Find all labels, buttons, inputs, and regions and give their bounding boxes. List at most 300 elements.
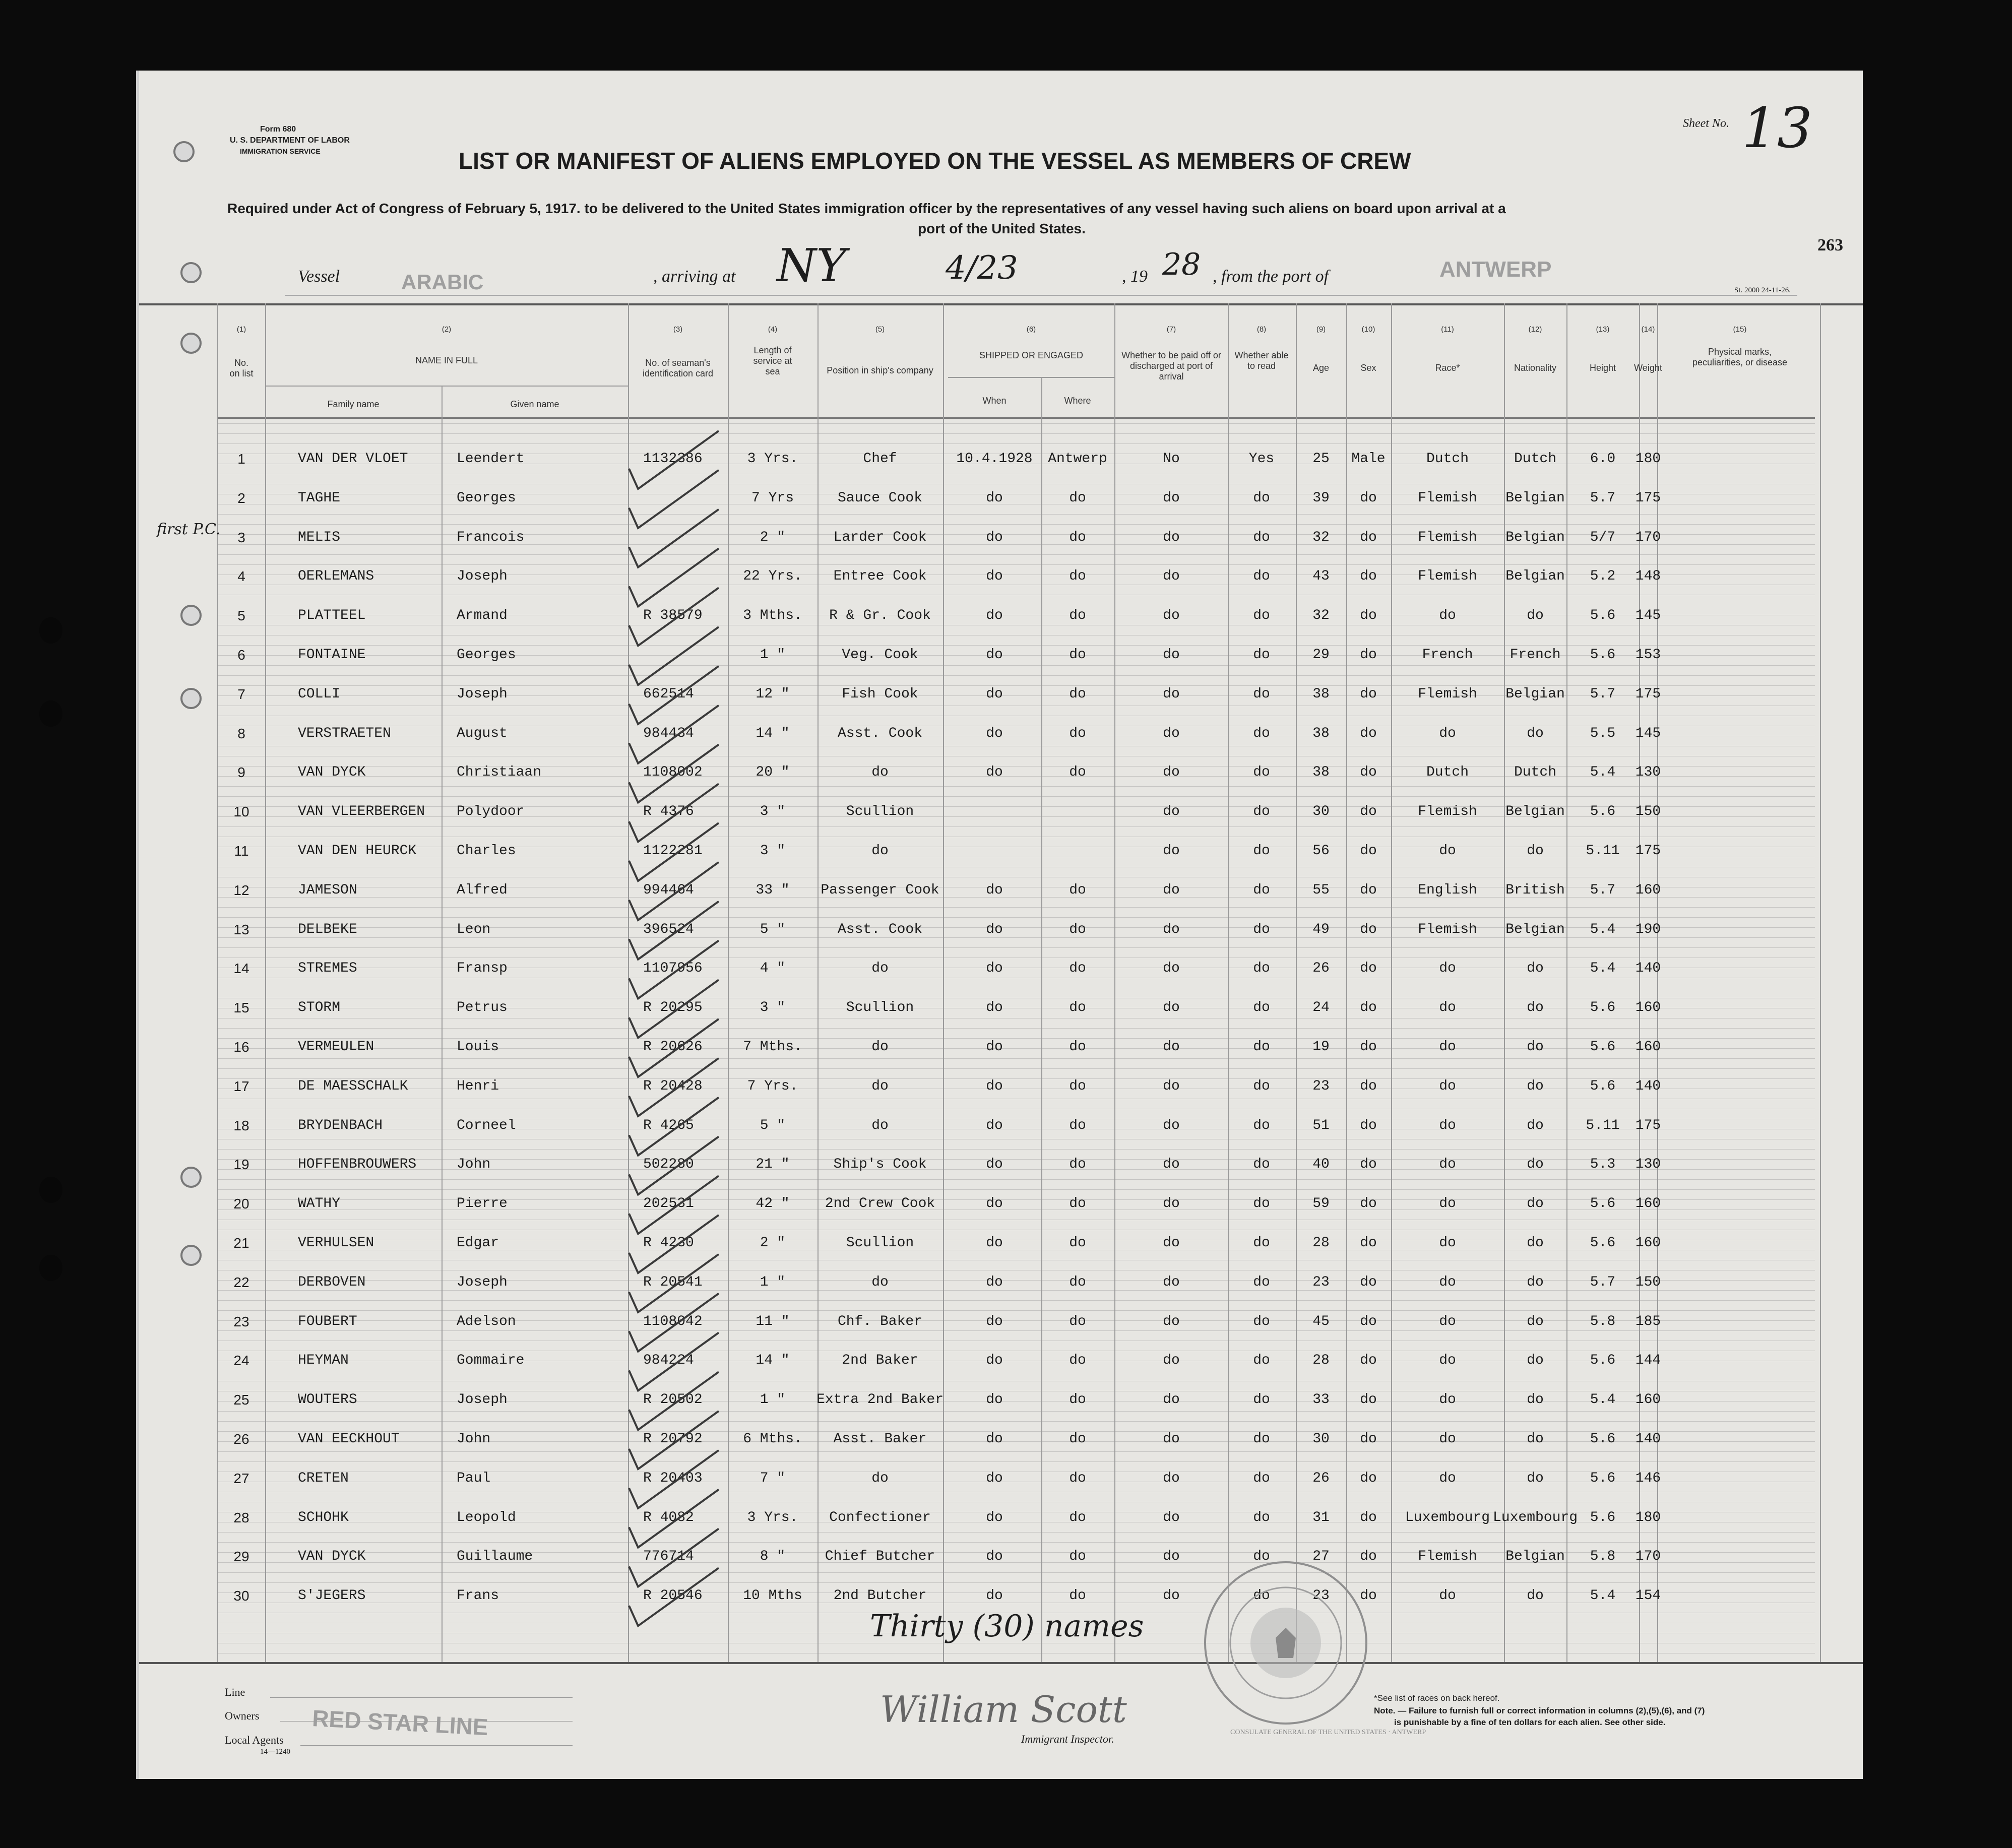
cell-nationality: do bbox=[1527, 1078, 1544, 1094]
cell-height: 5.6 bbox=[1590, 1235, 1616, 1251]
col-num: (10) bbox=[1361, 325, 1375, 334]
cell-when: do bbox=[986, 1078, 1003, 1094]
ruled-line bbox=[217, 443, 1815, 444]
cell-service: 2 " bbox=[760, 1235, 786, 1251]
cell-race: do bbox=[1439, 1235, 1456, 1251]
cell-read: do bbox=[1253, 1078, 1270, 1094]
ruled-line bbox=[217, 1068, 1815, 1069]
cell-no: 17 bbox=[233, 1078, 249, 1094]
cell-family: HOFFENBROUWERS bbox=[298, 1157, 417, 1173]
cell-weight: 148 bbox=[1635, 568, 1661, 585]
cell-race: do bbox=[1439, 1117, 1456, 1133]
cell-age: 38 bbox=[1312, 725, 1330, 741]
cell-family: OERLEMANS bbox=[298, 568, 374, 585]
cell-no: 23 bbox=[233, 1313, 249, 1329]
cell-sex: do bbox=[1360, 1157, 1377, 1173]
cell-sex: do bbox=[1360, 686, 1377, 702]
cell-sex: do bbox=[1360, 804, 1377, 820]
cell-card: R 20502 bbox=[643, 1392, 703, 1408]
cell-age: 26 bbox=[1312, 1470, 1330, 1486]
cell-where: do bbox=[1069, 1039, 1086, 1055]
from-port: ANTWERP bbox=[1439, 257, 1552, 282]
cell-given: Gommaire bbox=[457, 1353, 525, 1369]
cell-race: Flemish bbox=[1418, 921, 1477, 937]
margin-note: first P.C. bbox=[157, 521, 221, 538]
cell-paid: do bbox=[1163, 529, 1180, 545]
cell-given: Georges bbox=[457, 647, 516, 663]
cell-where: do bbox=[1069, 1431, 1086, 1447]
ruled-line bbox=[217, 1461, 1815, 1462]
cell-sex: do bbox=[1360, 1549, 1377, 1565]
cell-read: do bbox=[1253, 490, 1270, 506]
cell-where: do bbox=[1069, 608, 1086, 624]
ruled-line bbox=[217, 786, 1815, 787]
cell-sex: do bbox=[1360, 1588, 1377, 1604]
cell-nationality: do bbox=[1527, 1000, 1544, 1016]
ruled-line bbox=[217, 937, 1815, 938]
cell-age: 49 bbox=[1312, 921, 1330, 937]
col-num: (8) bbox=[1256, 325, 1267, 334]
cell-given: Frans bbox=[457, 1588, 499, 1604]
col-header-paid-off: Whether to be paid off or discharged at port of arrival bbox=[1121, 350, 1221, 381]
cell-given: Henri bbox=[457, 1078, 499, 1094]
cell-race: do bbox=[1439, 1196, 1456, 1212]
cell-card: R 38579 bbox=[643, 608, 703, 624]
cell-weight: 130 bbox=[1635, 1157, 1661, 1173]
cell-where: do bbox=[1069, 1196, 1086, 1212]
cell-service: 8 " bbox=[760, 1549, 786, 1565]
given-name-divider bbox=[442, 386, 443, 1662]
cell-paid: do bbox=[1163, 1078, 1180, 1094]
cell-where: do bbox=[1069, 1313, 1086, 1329]
cell-where: Antwerp bbox=[1048, 451, 1107, 467]
cell-family: DERBOVEN bbox=[298, 1274, 366, 1290]
cell-no: 26 bbox=[233, 1431, 249, 1447]
cell-sex: do bbox=[1360, 1353, 1377, 1369]
ruled-line bbox=[217, 1300, 1815, 1301]
cell-family: VERMEULEN bbox=[298, 1039, 374, 1055]
cell-given: August bbox=[457, 725, 508, 741]
cell-service: 4 " bbox=[760, 961, 786, 977]
cell-card: 1132386 bbox=[643, 451, 703, 467]
cell-sex: do bbox=[1360, 1196, 1377, 1212]
cell-no: 2 bbox=[237, 490, 245, 506]
cell-family: FOUBERT bbox=[298, 1313, 357, 1329]
cell-when: do bbox=[986, 764, 1003, 781]
cell-age: 23 bbox=[1312, 1274, 1330, 1290]
cell-position: Scullion bbox=[846, 1000, 914, 1016]
cell-when: do bbox=[986, 1431, 1003, 1447]
ruled-line bbox=[217, 1058, 1815, 1059]
cell-service: 3 Mths. bbox=[743, 608, 802, 624]
cell-weight: 160 bbox=[1635, 1196, 1661, 1212]
owners-stamp: RED STAR LINE bbox=[311, 1704, 489, 1741]
cell-no: 27 bbox=[233, 1470, 249, 1486]
col-num: (9) bbox=[1316, 325, 1326, 334]
cell-nationality: British bbox=[1505, 882, 1565, 898]
cell-when: 10.4.1928 bbox=[956, 451, 1033, 467]
page-hole bbox=[180, 1245, 202, 1266]
cell-family: JAMESON bbox=[298, 882, 357, 898]
cell-nationality: Belgian bbox=[1505, 490, 1565, 506]
cell-card: 502280 bbox=[643, 1157, 694, 1173]
cell-nationality: Belgian bbox=[1505, 921, 1565, 937]
cell-where: do bbox=[1069, 1470, 1086, 1486]
cell-height: 5.4 bbox=[1590, 961, 1616, 977]
cell-where: do bbox=[1069, 1588, 1086, 1604]
cell-read: do bbox=[1253, 1157, 1270, 1173]
cell-paid: do bbox=[1163, 1000, 1180, 1016]
from-label: , from the port of bbox=[1213, 267, 1329, 286]
cell-service: 3 Yrs. bbox=[747, 451, 798, 467]
cell-where: do bbox=[1069, 568, 1086, 585]
cell-position: Asst. Cook bbox=[837, 725, 923, 741]
cell-read: do bbox=[1253, 647, 1270, 663]
cell-given: Leopold bbox=[457, 1509, 516, 1525]
cell-read: do bbox=[1253, 1274, 1270, 1290]
page-title: LIST OR MANIFEST OF ALIENS EMPLOYED ON THE VESSEL AS MEMBERS OF CREW bbox=[459, 148, 1411, 174]
cell-paid: do bbox=[1163, 1588, 1180, 1604]
cell-race: do bbox=[1439, 1000, 1456, 1016]
cell-position: Asst. Cook bbox=[837, 921, 923, 937]
cell-when: do bbox=[986, 686, 1003, 702]
sheet-number: 13 bbox=[1742, 96, 1812, 160]
cell-height: 5.6 bbox=[1590, 1509, 1616, 1525]
cell-race: do bbox=[1439, 843, 1456, 859]
cell-card: R 20626 bbox=[643, 1039, 703, 1055]
cell-no: 18 bbox=[233, 1117, 249, 1133]
cell-family: VAN EECKHOUT bbox=[298, 1431, 400, 1447]
year: 28 bbox=[1162, 247, 1201, 282]
cell-card: 1108002 bbox=[643, 764, 703, 781]
cell-race: do bbox=[1439, 1470, 1456, 1486]
cell-race: Dutch bbox=[1426, 451, 1469, 467]
cell-card: 202531 bbox=[643, 1196, 694, 1212]
cell-weight: 154 bbox=[1635, 1588, 1661, 1604]
cell-where: do bbox=[1069, 529, 1086, 545]
cell-weight: 175 bbox=[1635, 686, 1661, 702]
cell-height: 5.11 bbox=[1586, 843, 1620, 859]
cell-read: do bbox=[1253, 1549, 1270, 1565]
ruled-line bbox=[217, 1572, 1815, 1573]
ruled-line bbox=[217, 826, 1815, 827]
col-header-service: Length of service at sea bbox=[753, 345, 792, 376]
cell-when: do bbox=[986, 1157, 1003, 1173]
cell-sex: do bbox=[1360, 647, 1377, 663]
ruled-line bbox=[217, 514, 1815, 515]
col-num: (1) bbox=[236, 325, 246, 334]
cell-nationality: Belgian bbox=[1505, 686, 1565, 702]
ruled-line bbox=[217, 1149, 1815, 1150]
col-num: (14) bbox=[1641, 325, 1655, 334]
cell-read: do bbox=[1253, 961, 1270, 977]
cell-paid: do bbox=[1163, 921, 1180, 937]
cell-race: do bbox=[1439, 1588, 1456, 1604]
cell-where: do bbox=[1069, 961, 1086, 977]
cell-race: do bbox=[1439, 1157, 1456, 1173]
cell-family: TAGHE bbox=[298, 490, 341, 506]
cell-service: 14 " bbox=[756, 725, 790, 741]
cell-height: 5.8 bbox=[1590, 1313, 1616, 1329]
cell-when: do bbox=[986, 529, 1003, 545]
column-divider bbox=[217, 303, 218, 1662]
cell-paid: do bbox=[1163, 1549, 1180, 1565]
cell-where: do bbox=[1069, 490, 1086, 506]
cell-race: English bbox=[1418, 882, 1477, 898]
cell-age: 38 bbox=[1312, 764, 1330, 781]
cell-when: do bbox=[986, 1353, 1003, 1369]
cell-no: 20 bbox=[233, 1196, 249, 1212]
cell-sex: do bbox=[1360, 608, 1377, 624]
cell-given: Leon bbox=[457, 921, 491, 937]
cell-service: 7 Yrs. bbox=[747, 1078, 798, 1094]
col-num: (3) bbox=[673, 325, 683, 334]
cell-paid: do bbox=[1163, 1039, 1180, 1055]
cell-service: 33 " bbox=[756, 882, 790, 898]
cell-where: do bbox=[1069, 1000, 1086, 1016]
cell-nationality: Belgian bbox=[1505, 568, 1565, 585]
cell-sex: do bbox=[1360, 1392, 1377, 1408]
check-marks bbox=[623, 403, 739, 1693]
cell-nationality: do bbox=[1527, 1313, 1544, 1329]
cell-paid: do bbox=[1163, 961, 1180, 977]
cell-height: 5.7 bbox=[1590, 882, 1616, 898]
cell-age: 33 bbox=[1312, 1392, 1330, 1408]
cell-where: do bbox=[1069, 1353, 1086, 1369]
cell-card: R 4082 bbox=[643, 1509, 694, 1525]
cell-weight: 140 bbox=[1635, 1078, 1661, 1094]
cell-given: Joseph bbox=[457, 1274, 508, 1290]
cell-paid: do bbox=[1163, 1353, 1180, 1369]
cell-no: 25 bbox=[233, 1392, 249, 1408]
cell-position: do bbox=[871, 1117, 889, 1133]
cell-given: John bbox=[457, 1431, 491, 1447]
cell-nationality: do bbox=[1527, 1470, 1544, 1486]
cell-family: VAN DER VLOET bbox=[298, 451, 408, 467]
cell-given: Charles bbox=[457, 843, 516, 859]
cell-no: 3 bbox=[237, 529, 245, 545]
cell-position: 2nd Crew Cook bbox=[825, 1196, 935, 1212]
ruled-line bbox=[217, 907, 1815, 908]
cell-nationality: do bbox=[1527, 1039, 1544, 1055]
cell-card: 396524 bbox=[643, 921, 694, 937]
cell-age: 55 bbox=[1312, 882, 1330, 898]
col-header-family: Family name bbox=[327, 399, 380, 409]
cell-read: do bbox=[1253, 529, 1270, 545]
ruled-line bbox=[217, 1582, 1815, 1583]
cell-nationality: do bbox=[1527, 1196, 1544, 1212]
cell-read: do bbox=[1253, 1039, 1270, 1055]
cell-when: do bbox=[986, 961, 1003, 977]
agents-label: Local Agents bbox=[225, 1734, 284, 1746]
cell-card: R 4376 bbox=[643, 804, 694, 820]
cell-read: do bbox=[1253, 1470, 1270, 1486]
column-divider bbox=[1346, 303, 1347, 1662]
cell-height: 5.6 bbox=[1590, 1000, 1616, 1016]
cell-no: 10 bbox=[233, 804, 249, 820]
page-reference: 263 bbox=[1817, 236, 1843, 254]
cell-read: do bbox=[1253, 686, 1270, 702]
check-mark bbox=[629, 1568, 719, 1626]
agents-field bbox=[300, 1745, 573, 1746]
cell-height: 5.3 bbox=[1590, 1157, 1616, 1173]
cell-position: Scullion bbox=[846, 804, 914, 820]
cell-sex: do bbox=[1360, 843, 1377, 859]
binder-hole bbox=[39, 1255, 62, 1281]
cell-race: Flemish bbox=[1418, 1549, 1477, 1565]
cell-position: Asst. Baker bbox=[833, 1431, 927, 1447]
cell-paid: do bbox=[1163, 804, 1180, 820]
cell-sex: do bbox=[1360, 1431, 1377, 1447]
cell-card: R 20403 bbox=[643, 1470, 703, 1486]
cell-race: do bbox=[1439, 1392, 1456, 1408]
cell-weight: 180 bbox=[1635, 451, 1661, 467]
cell-given: Corneel bbox=[457, 1117, 516, 1133]
cell-read: do bbox=[1253, 843, 1270, 859]
cell-card: 994464 bbox=[643, 882, 694, 898]
total-note: Thirty (30) names bbox=[870, 1609, 1144, 1644]
cell-paid: do bbox=[1163, 843, 1180, 859]
cell-position: do bbox=[871, 764, 889, 781]
col-num: (6) bbox=[1026, 325, 1036, 334]
line-field bbox=[270, 1697, 573, 1698]
page-hole bbox=[180, 262, 202, 283]
col-header-physical: Physical marks, peculiarities, or disease bbox=[1692, 347, 1788, 367]
cell-paid: do bbox=[1163, 1509, 1180, 1525]
race-note: *See list of races on back hereof. bbox=[1374, 1693, 1500, 1703]
cell-read: do bbox=[1253, 804, 1270, 820]
cell-given: Alfred bbox=[457, 882, 508, 898]
col-header-age: Age bbox=[1312, 363, 1330, 373]
cell-read: do bbox=[1253, 1235, 1270, 1251]
cell-service: 20 " bbox=[756, 764, 790, 781]
cell-no: 4 bbox=[237, 568, 245, 585]
cell-weight: 175 bbox=[1635, 490, 1661, 506]
page-hole bbox=[180, 1167, 202, 1188]
cell-paid: do bbox=[1163, 1392, 1180, 1408]
cell-service: 1 " bbox=[760, 647, 786, 663]
cell-weight: 144 bbox=[1635, 1353, 1661, 1369]
cell-where: do bbox=[1069, 1392, 1086, 1408]
cell-service: 5 " bbox=[760, 921, 786, 937]
shipped-subheader-line bbox=[948, 377, 1114, 378]
cell-sex: do bbox=[1360, 1078, 1377, 1094]
cell-no: 13 bbox=[233, 921, 249, 937]
cell-read: do bbox=[1253, 1353, 1270, 1369]
cell-height: 5.7 bbox=[1590, 1274, 1616, 1290]
cell-race: do bbox=[1439, 725, 1456, 741]
cell-where: do bbox=[1069, 725, 1086, 741]
cell-no: 21 bbox=[233, 1235, 249, 1251]
cell-service: 1 " bbox=[760, 1392, 786, 1408]
cell-read: do bbox=[1253, 882, 1270, 898]
cell-nationality: Dutch bbox=[1514, 451, 1557, 467]
cell-where: do bbox=[1069, 686, 1086, 702]
cell-nationality: do bbox=[1527, 608, 1544, 624]
cell-position: do bbox=[871, 1078, 889, 1094]
cell-read: do bbox=[1253, 1196, 1270, 1212]
cell-nationality: do bbox=[1527, 725, 1544, 741]
cell-read: do bbox=[1253, 1509, 1270, 1525]
cell-nationality: Belgian bbox=[1505, 529, 1565, 545]
cell-sex: do bbox=[1360, 725, 1377, 741]
col-header-weight: Weight bbox=[1634, 363, 1662, 373]
column-divider bbox=[1296, 303, 1297, 1662]
cell-race: do bbox=[1439, 1078, 1456, 1094]
cell-race: Flemish bbox=[1418, 529, 1477, 545]
cell-nationality: Dutch bbox=[1514, 764, 1557, 781]
cell-no: 1 bbox=[237, 451, 245, 467]
subtitle-line-1: Required under Act of Congress of February 5, 1917. to be delivered to the United States immigration officer by the representatives of any vessel having such aliens on board upon arrival at a bbox=[227, 201, 1506, 216]
cell-given: Joseph bbox=[457, 568, 508, 585]
cell-when: do bbox=[986, 725, 1003, 741]
cell-no: 6 bbox=[237, 647, 245, 663]
cell-given: Guillaume bbox=[457, 1549, 533, 1565]
binder-hole bbox=[39, 1177, 62, 1203]
cell-when: do bbox=[986, 921, 1003, 937]
cell-weight: 160 bbox=[1635, 882, 1661, 898]
cell-position: Chf. Baker bbox=[837, 1313, 923, 1329]
cell-read: Yes bbox=[1248, 451, 1275, 467]
cell-position: Passenger Cook bbox=[821, 882, 939, 898]
cell-sex: do bbox=[1360, 568, 1377, 585]
cell-family: HEYMAN bbox=[298, 1353, 349, 1369]
arrival-date: 4/23 bbox=[946, 249, 1018, 287]
cell-weight: 180 bbox=[1635, 1509, 1661, 1525]
cell-nationality: Belgian bbox=[1505, 804, 1565, 820]
cell-given: Adelson bbox=[457, 1313, 516, 1329]
cell-sex: do bbox=[1360, 921, 1377, 937]
binder-hole bbox=[39, 700, 62, 727]
cell-weight: 153 bbox=[1635, 647, 1661, 663]
cell-family: VAN DYCK bbox=[298, 764, 366, 781]
arriving-port: NY bbox=[777, 239, 847, 292]
cell-height: 6.0 bbox=[1590, 451, 1616, 467]
cell-nationality: do bbox=[1527, 1353, 1544, 1369]
cell-service: 14 " bbox=[756, 1353, 790, 1369]
cell-read: do bbox=[1253, 1431, 1270, 1447]
cell-family: STORM bbox=[298, 1000, 341, 1016]
cell-no: 8 bbox=[237, 725, 245, 741]
col-num: (7) bbox=[1166, 325, 1176, 334]
cell-family: BRYDENBACH bbox=[298, 1117, 383, 1133]
cell-height: 5.6 bbox=[1590, 647, 1616, 663]
department: U. S. DEPARTMENT OF LABOR bbox=[230, 136, 350, 145]
cell-service: 3 " bbox=[760, 804, 786, 820]
cell-family: CRETEN bbox=[298, 1470, 349, 1486]
cell-when: do bbox=[986, 1509, 1003, 1525]
ruled-line bbox=[217, 554, 1815, 555]
cell-service: 10 Mths bbox=[743, 1588, 802, 1604]
arriving-label: , arriving at bbox=[653, 267, 736, 286]
ruled-line bbox=[217, 1330, 1815, 1331]
cell-sex: do bbox=[1360, 529, 1377, 545]
ruled-line bbox=[217, 1532, 1815, 1533]
cell-weight: 150 bbox=[1635, 804, 1661, 820]
cell-where: do bbox=[1069, 1235, 1086, 1251]
ruled-line bbox=[217, 1290, 1815, 1291]
column-divider bbox=[1639, 303, 1640, 1662]
ruled-line bbox=[217, 1451, 1815, 1452]
cell-service: 7 " bbox=[760, 1470, 786, 1486]
col-num: (2) bbox=[442, 325, 452, 334]
cell-sex: do bbox=[1360, 882, 1377, 898]
cell-age: 32 bbox=[1312, 529, 1330, 545]
cell-where: do bbox=[1069, 882, 1086, 898]
cell-race: Flemish bbox=[1418, 490, 1477, 506]
agents-code: 14—1240 bbox=[260, 1748, 290, 1756]
cell-when: do bbox=[986, 1549, 1003, 1565]
